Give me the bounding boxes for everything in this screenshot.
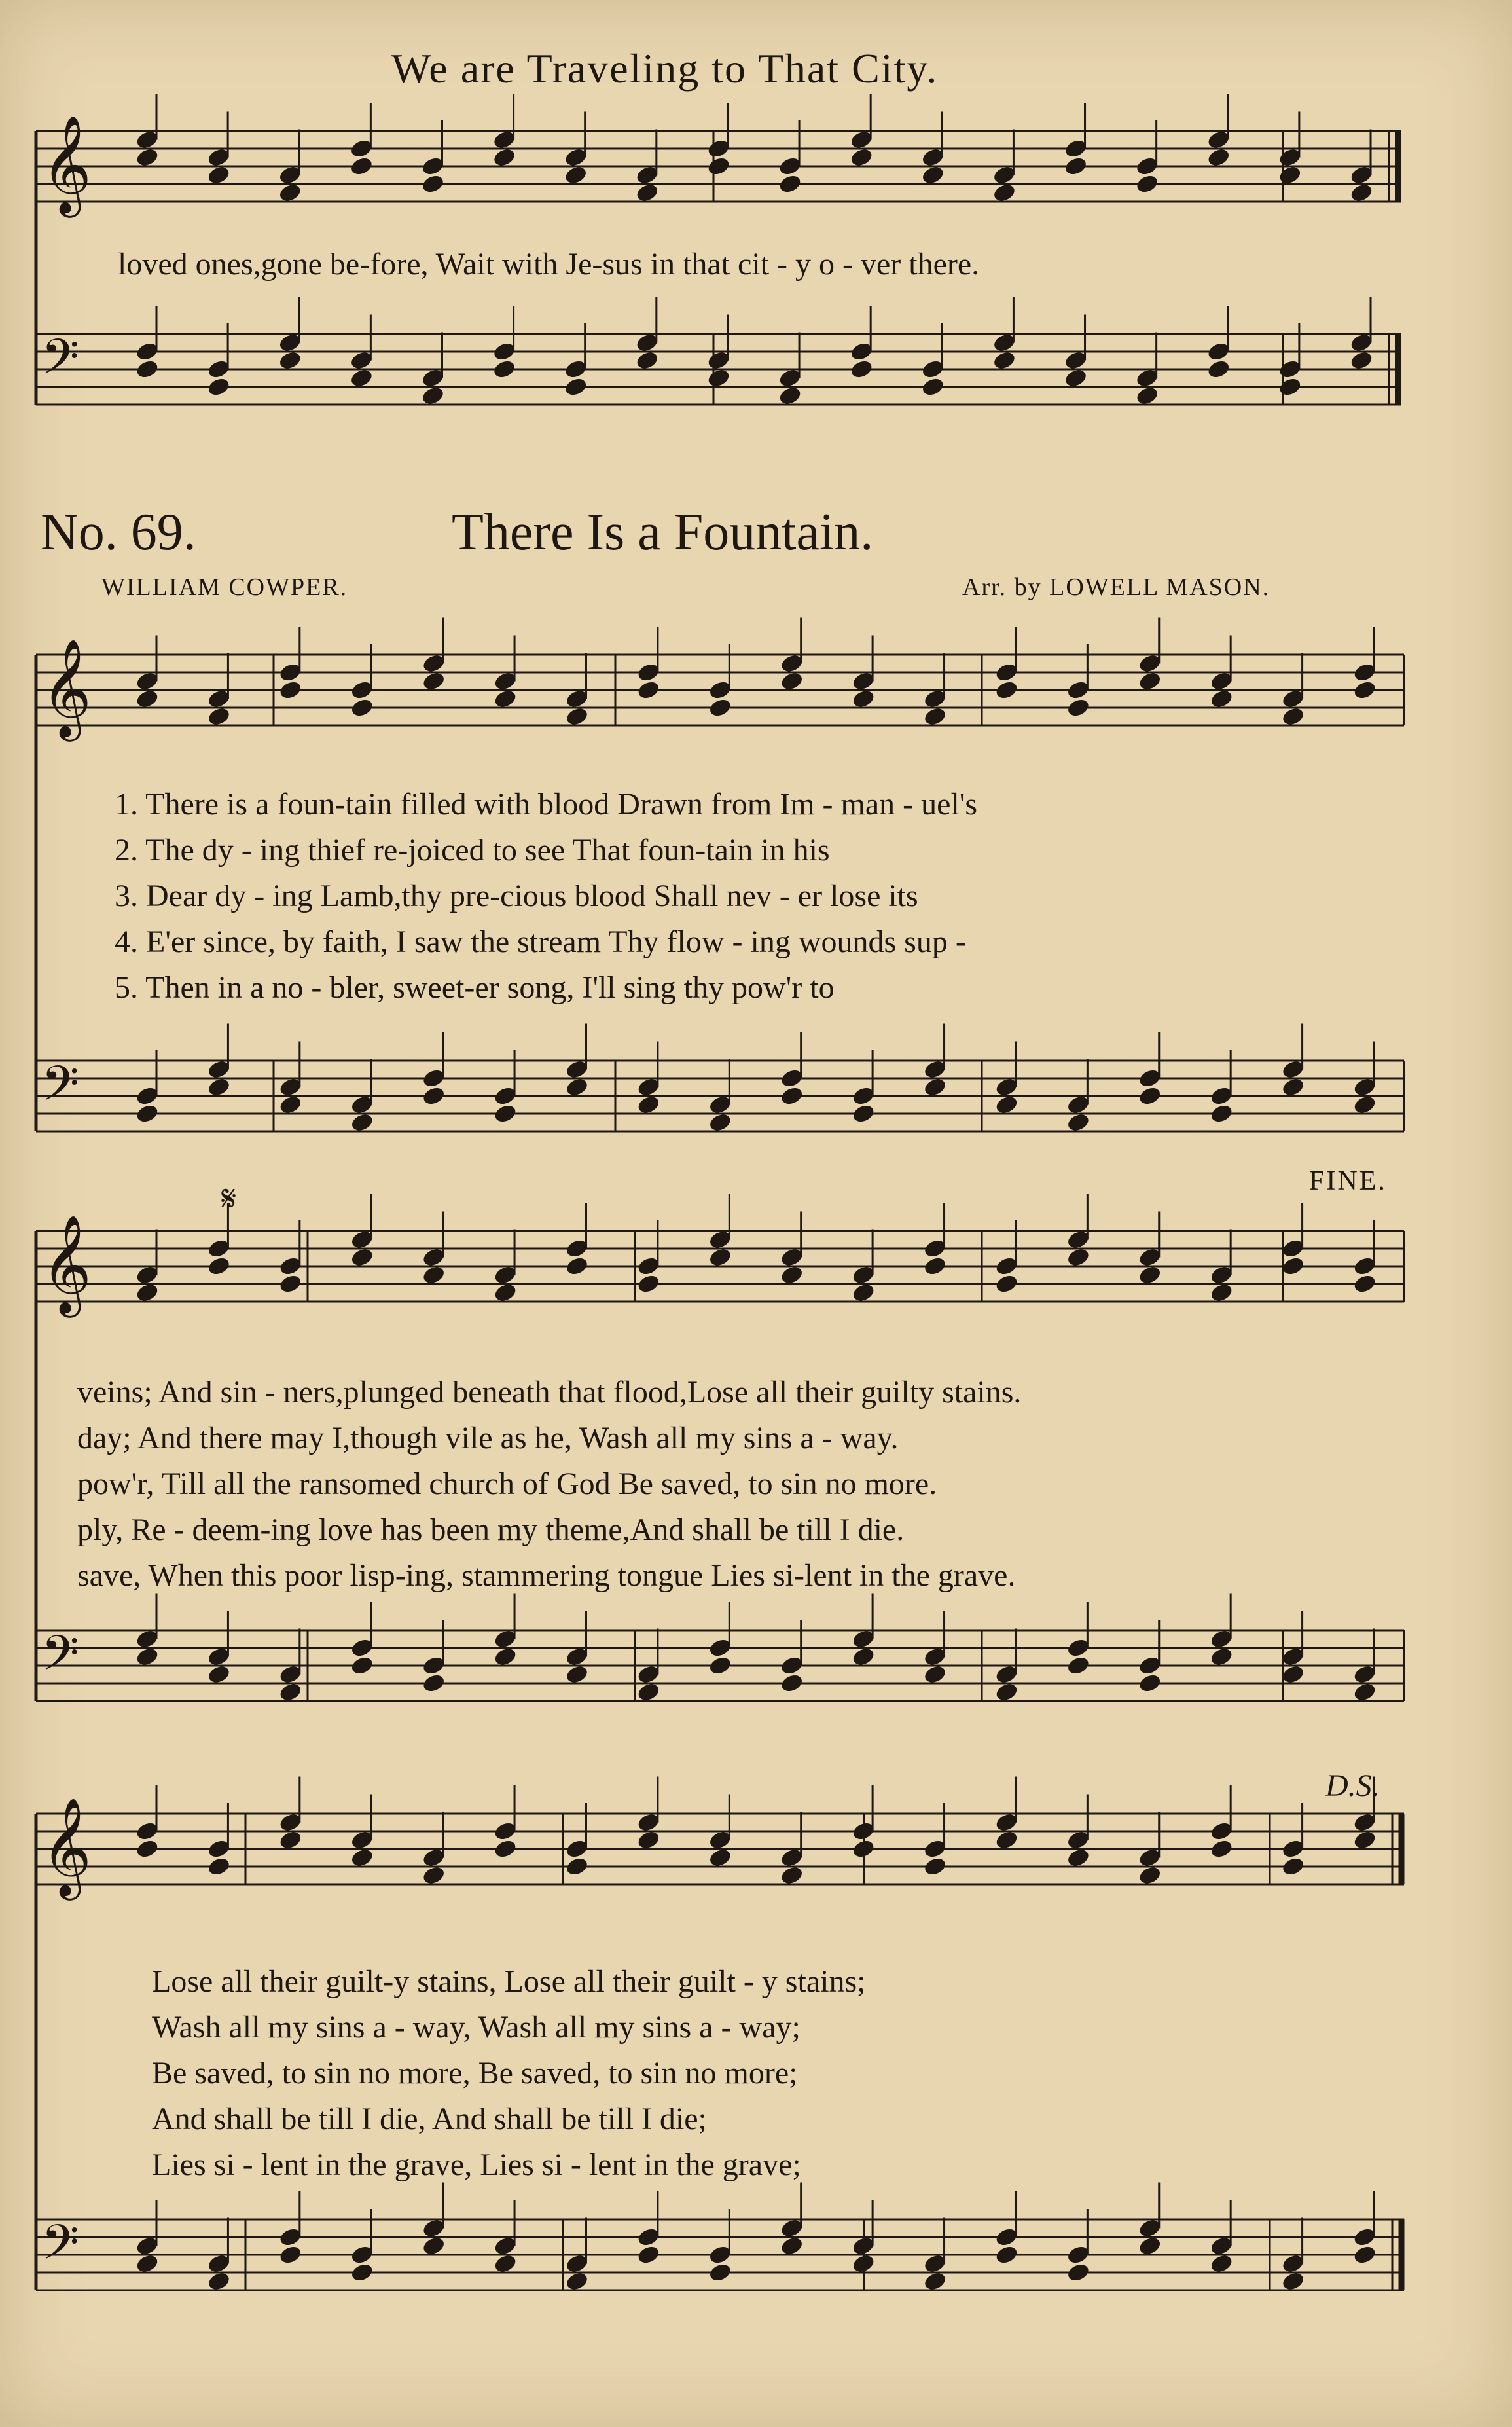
note-head xyxy=(636,1273,661,1294)
note-head xyxy=(636,2244,661,2265)
note-head xyxy=(706,367,731,389)
note-head xyxy=(1280,1664,1305,1685)
note-head xyxy=(1066,1112,1090,1133)
note-head xyxy=(493,2253,518,2274)
note-head xyxy=(493,1103,518,1124)
note-head xyxy=(1352,1829,1377,1851)
note-head xyxy=(1278,376,1303,397)
note-head xyxy=(849,147,874,168)
note-head xyxy=(493,1838,518,1859)
note-head xyxy=(278,350,302,371)
verse-line: And shall be till I die, And shall be till I die; xyxy=(152,2102,707,2136)
note-head xyxy=(1209,1646,1234,1668)
verse-line: 2. The dy - ing thief re-joiced to see That foun-tain in his xyxy=(115,833,830,867)
note-head xyxy=(564,706,589,727)
note-head xyxy=(349,155,374,177)
note-head xyxy=(636,1681,661,1703)
note-head xyxy=(636,1829,661,1851)
verse-line: Lies si - lent in the grave, Lies si - lent in the grave; xyxy=(152,2147,801,2182)
note-head xyxy=(994,679,1019,701)
note-head xyxy=(1278,164,1303,186)
note-head xyxy=(994,1094,1019,1116)
note-head xyxy=(780,1085,804,1106)
note-head xyxy=(420,385,445,407)
note-head xyxy=(278,1829,303,1851)
note-head xyxy=(278,182,302,204)
note-head xyxy=(708,1654,732,1676)
bass-clef: 𝄢 xyxy=(41,1625,79,1694)
note-head xyxy=(780,2235,804,2257)
note-head xyxy=(1138,1865,1162,1886)
note-head xyxy=(920,376,945,397)
note-head xyxy=(780,1672,804,1694)
note-head xyxy=(851,1646,876,1668)
note-head xyxy=(922,1855,947,1877)
note-head xyxy=(278,1094,303,1116)
verse-line: 1. There is a foun-tain filled with blood Drawn from Im - man - uel's xyxy=(115,787,978,822)
note-head xyxy=(1209,1282,1234,1304)
note-head xyxy=(1280,1076,1305,1098)
note-head xyxy=(564,1664,589,1685)
note-head xyxy=(206,376,231,397)
verses-system-1 xyxy=(115,782,977,1011)
note-head xyxy=(1352,679,1377,701)
note-head xyxy=(493,1646,518,1668)
treble-clef: 𝄞 xyxy=(41,114,92,213)
note-head xyxy=(206,1855,231,1877)
verse-line: save, When this poor lisp-ing, stammering tongue Lies si-lent in the grave. xyxy=(77,1558,1016,1593)
note-head xyxy=(1209,1103,1234,1124)
note-head xyxy=(1280,706,1305,727)
note-head xyxy=(206,164,231,186)
previous-hymn-lyric: loved ones,gone be-fore, Wait with Je-sus in that cit - y o - ver there. xyxy=(118,247,980,282)
note-head xyxy=(1206,358,1231,380)
note-head xyxy=(778,385,802,407)
note-head xyxy=(1138,670,1162,692)
verses-system-2 xyxy=(77,1370,1021,1599)
note-head xyxy=(994,2244,1019,2265)
note-head xyxy=(564,164,588,186)
note-head xyxy=(349,367,374,389)
note-head xyxy=(1134,385,1159,407)
note-head xyxy=(708,2261,732,2283)
note-head xyxy=(922,1664,947,1685)
author-credit: WILLIAM COWPER. xyxy=(101,574,348,601)
previous-hymn-title: We are Traveling to That City. xyxy=(391,45,939,92)
note-head xyxy=(206,1255,231,1277)
note-head xyxy=(1209,1838,1234,1859)
note-head xyxy=(135,2253,160,2274)
note-head xyxy=(564,1855,589,1877)
note-head xyxy=(492,147,516,168)
note-head xyxy=(708,1847,732,1869)
note-head xyxy=(851,1103,876,1124)
note-head xyxy=(206,1664,231,1685)
verse-line: Be saved, to sin no more, Be saved, to sin no more; xyxy=(152,2056,798,2090)
note-head xyxy=(420,173,445,194)
note-head xyxy=(1063,155,1088,177)
note-head xyxy=(1352,2244,1377,2265)
verse-line: day; And there may I,though vile as he, Wash all my sins a - way. xyxy=(77,1421,899,1455)
note-head xyxy=(206,1076,231,1098)
note-head xyxy=(851,1282,876,1304)
note-head xyxy=(1066,2261,1090,2283)
note-head xyxy=(135,1838,160,1859)
note-head xyxy=(135,147,160,168)
verse-line: 3. Dear dy - ing Lamb,thy pre-cious blood Shall nev - er lose its xyxy=(115,879,918,913)
note-head xyxy=(278,1681,303,1703)
note-head xyxy=(1349,182,1374,204)
note-head xyxy=(922,1255,947,1277)
note-head xyxy=(635,182,660,204)
note-head xyxy=(1066,1847,1090,1869)
note-head xyxy=(851,688,876,710)
note-head xyxy=(135,1646,160,1668)
note-head xyxy=(206,2271,231,2292)
note-head xyxy=(780,1264,804,1286)
note-head xyxy=(1349,350,1374,371)
note-head xyxy=(421,1085,446,1106)
note-head xyxy=(206,706,231,727)
note-head xyxy=(635,350,660,371)
hymn-number: No. 69. xyxy=(41,503,196,561)
note-head xyxy=(1206,147,1231,168)
note-head xyxy=(708,1112,732,1133)
note-head xyxy=(778,173,802,194)
arranger-credit: Arr. by LOWELL MASON. xyxy=(962,574,1270,601)
note-head xyxy=(135,1282,160,1304)
note-head xyxy=(421,670,446,692)
note-head xyxy=(135,358,160,380)
note-head xyxy=(994,1681,1019,1703)
note-head xyxy=(992,350,1017,371)
note-head xyxy=(278,2244,303,2265)
note-head xyxy=(421,1865,446,1886)
note-head xyxy=(564,2271,589,2292)
note-head xyxy=(350,697,374,718)
note-head xyxy=(421,1672,446,1694)
note-head xyxy=(920,164,945,186)
verse-line: veins; And sin - ners,plunged beneath that flood,Lose all their guilty stains. xyxy=(77,1375,1022,1410)
note-head xyxy=(493,688,518,710)
note-head xyxy=(994,1273,1019,1294)
note-head xyxy=(1280,1255,1305,1277)
note-head xyxy=(421,2235,446,2257)
note-head xyxy=(780,670,804,692)
note-head xyxy=(1138,1672,1162,1694)
note-head xyxy=(278,679,303,701)
note-head xyxy=(350,1654,374,1676)
note-head xyxy=(706,155,731,177)
note-head xyxy=(1209,688,1234,710)
note-head xyxy=(350,1847,374,1869)
verse-line: Lose all their guilt-y stains, Lose all their guilt - y stains; xyxy=(152,1964,866,1999)
dal-segno-marking: D.S. xyxy=(1325,1768,1380,1803)
segno-sign: 𝄋 xyxy=(221,1179,239,1218)
note-head xyxy=(922,706,947,727)
note-head xyxy=(421,1264,446,1286)
note-head xyxy=(135,688,160,710)
verse-line: 4. E'er since, by faith, I saw the stream Thy flow - ing wounds sup - xyxy=(115,924,966,959)
hymn-title: There Is a Fountain. xyxy=(452,503,874,561)
bass-clef: 𝄢 xyxy=(41,1055,79,1124)
note-head xyxy=(350,1112,374,1133)
note-head xyxy=(493,1282,518,1304)
note-head xyxy=(708,1247,732,1268)
fine-marking: FINE. xyxy=(1309,1166,1387,1196)
note-head xyxy=(780,1865,804,1886)
note-head xyxy=(1138,2235,1162,2257)
note-head xyxy=(992,182,1017,204)
note-head xyxy=(1066,1654,1090,1676)
note-head xyxy=(922,1076,947,1098)
note-head xyxy=(1352,1273,1377,1294)
bass-clef: 𝄢 xyxy=(41,329,79,397)
note-head xyxy=(1280,1855,1305,1877)
note-head xyxy=(278,1273,303,1294)
note-head xyxy=(994,1829,1019,1851)
note-head xyxy=(1280,2271,1305,2292)
note-head xyxy=(1352,1094,1377,1116)
verses-system-3 xyxy=(152,1959,865,2188)
note-head xyxy=(1066,1247,1090,1268)
note-head xyxy=(708,697,732,718)
note-head xyxy=(636,1094,661,1116)
note-head xyxy=(135,1103,160,1124)
note-head xyxy=(564,376,588,397)
bass-clef: 𝄢 xyxy=(41,2214,79,2283)
verse-line: ply, Re - deem-ing love has been my theme,And shall be till I die. xyxy=(77,1512,905,1547)
verse-line: 5. Then in a no - bler, sweet-er song, I'll sing thy pow'r to xyxy=(115,970,835,1005)
treble-clef: 𝄞 xyxy=(41,1797,92,1896)
note-head xyxy=(564,1076,589,1098)
note-head xyxy=(350,2261,374,2283)
note-head xyxy=(1066,697,1090,718)
note-head xyxy=(922,2271,947,2292)
note-head xyxy=(350,1247,374,1268)
note-head xyxy=(1352,1681,1377,1703)
note-head xyxy=(1138,1085,1162,1106)
note-head xyxy=(849,358,874,380)
note-head xyxy=(1209,2253,1234,2274)
verse-line: pow'r, Till all the ransomed church of God Be saved, to sin no more. xyxy=(77,1467,937,1501)
note-head xyxy=(1138,1264,1162,1286)
note-head xyxy=(564,1255,589,1277)
treble-clef: 𝄞 xyxy=(41,1214,92,1313)
verse-line: Wash all my sins a - way, Wash all my sins a - way; xyxy=(152,2010,801,2045)
note-head xyxy=(636,679,661,701)
note-head xyxy=(1063,367,1088,389)
note-head xyxy=(492,358,516,380)
note-head xyxy=(1134,173,1159,194)
treble-clef: 𝄞 xyxy=(41,638,92,737)
